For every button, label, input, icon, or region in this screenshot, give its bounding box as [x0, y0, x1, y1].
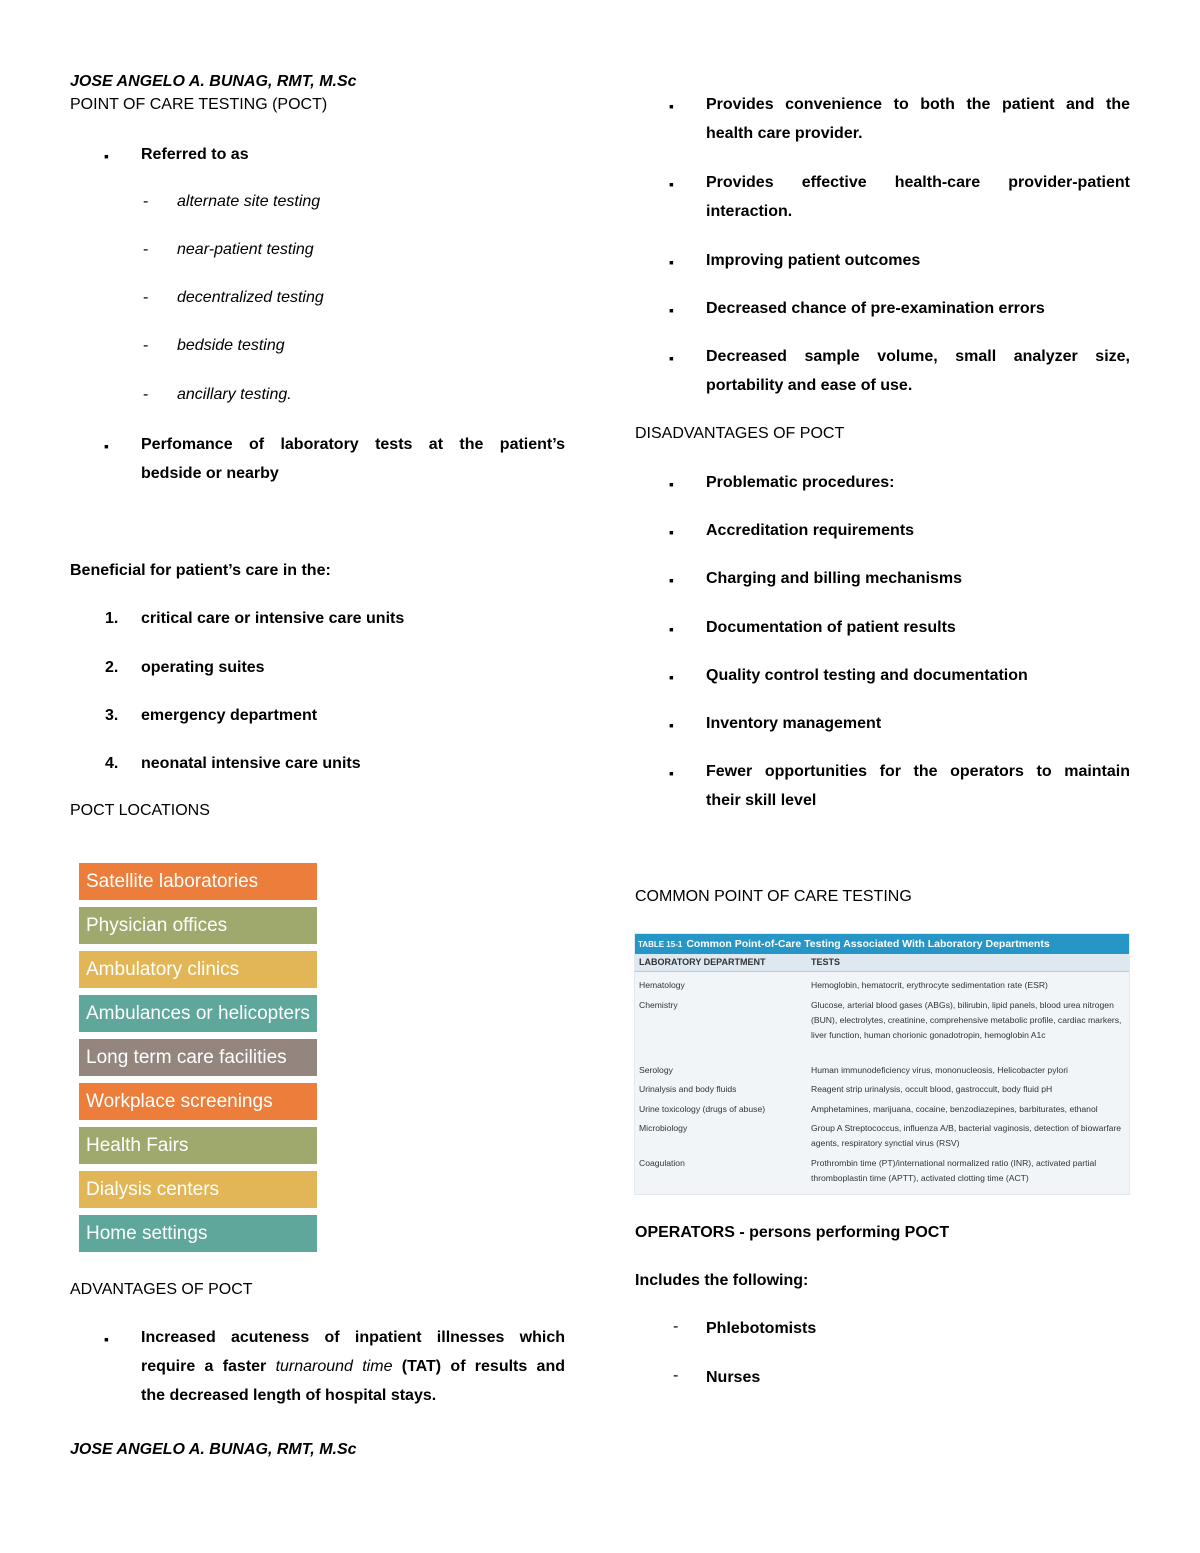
disadvantages-heading: DISADVANTAGES OF POCT: [635, 425, 845, 442]
referred-item: ancillary testing.: [177, 386, 292, 403]
bullet-icon: ▪: [669, 717, 674, 733]
bullet-icon: ▪: [669, 350, 674, 366]
referred-item: alternate site testing: [177, 193, 321, 210]
advantage-1-line-1: Increased acuteness of inpatient illnesses which: [141, 1329, 565, 1346]
table-cell-tests: Group A Streptococcus, influenza A/B, bacterial vaginosis, detection of biowarfare agents, respiratory synctial virus (RSV): [811, 1123, 1122, 1148]
table-title-bar: [635, 934, 1129, 954]
list-number: 2.: [105, 659, 119, 676]
table-cell-tests: Prothrombin time (PT)/international normalized ratio (INR), activated partial thromboplastin time (APTT), activated clotting time (ACT): [811, 1158, 1097, 1183]
table-tag: TABLE 15-1: [638, 940, 683, 949]
advantage-3-line-1: Provides effective health-care provider-patient: [706, 174, 1130, 191]
advantage-5: Decreased chance of pre-examination errors: [706, 300, 1045, 317]
advantage-2-line-1: Provides convenience to both the patient and the: [706, 96, 1130, 113]
location-box: Dialysis centers: [79, 1171, 317, 1208]
advantage-6-line-2: portability and ease of use.: [706, 377, 913, 394]
disadvantage-item: Problematic procedures:: [706, 474, 895, 491]
table-header: [635, 954, 1129, 972]
table-cell-tests: Human immunodeficiency virus, mononucleosis, Helicobacter pylori: [811, 1065, 1068, 1075]
list-number: 3.: [105, 707, 119, 724]
location-box: Long term care facilities: [79, 1039, 317, 1076]
disadvantage-item: Charging and billing mechanisms: [706, 570, 963, 587]
poct-table: [634, 933, 1130, 1195]
beneficial-item: operating suites: [141, 659, 265, 676]
col-header-dept: LABORATORY DEPARTMENT: [639, 957, 766, 967]
list-number: 4.: [105, 755, 119, 772]
performance-line-1: Perfomance of laboratory tests at the patient’s: [141, 436, 565, 453]
disadvantage-item: Documentation of patient results: [706, 619, 956, 636]
bullet-icon: ▪: [669, 98, 674, 114]
dash-icon: -: [143, 289, 149, 306]
table-cell-tests: Hemoglobin, hematocrit, erythrocyte sedimentation rate (ESR): [811, 980, 1048, 990]
operators-heading: OPERATORS - persons performing POCT: [635, 1224, 950, 1241]
advantage-1-text: require a faster: [141, 1358, 276, 1375]
locations-heading: POCT LOCATIONS: [70, 802, 210, 819]
referred-label: Referred to as: [141, 146, 249, 163]
disadvantage-7-line-1: Fewer opportunities for the operators to maintain: [706, 763, 1130, 780]
table-cell-dept: Serology: [639, 1065, 673, 1075]
bullet-icon: ▪: [669, 524, 674, 540]
advantage-4: Improving patient outcomes: [706, 252, 921, 269]
location-box: Workplace screenings: [79, 1083, 317, 1120]
advantages-heading: ADVANTAGES OF POCT: [70, 1281, 253, 1298]
bullet-icon: ▪: [669, 669, 674, 685]
advantage-1-text: (TAT) of results and: [392, 1358, 565, 1375]
bullet-icon: ▪: [104, 438, 109, 454]
bullet-icon: ▪: [104, 148, 109, 164]
location-box: Ambulances or helicopters: [79, 995, 317, 1032]
location-box: Health Fairs: [79, 1127, 317, 1164]
beneficial-item: critical care or intensive care units: [141, 610, 405, 627]
table-cell-tests: Reagent strip urinalysis, occult blood, gastroccult, body fluid pH: [811, 1084, 1053, 1094]
beneficial-item: emergency department: [141, 707, 318, 724]
beneficial-heading: Beneficial for patient’s care in the:: [70, 562, 331, 579]
advantage-3-line-2: interaction.: [706, 203, 793, 220]
table-title: Common Point-of-Care Testing Associated With Laboratory Departments: [686, 938, 1050, 950]
table-cell-dept: Hematology: [639, 980, 685, 990]
table-cell-tests: Amphetamines, marijuana, cocaine, benzodiazepines, barbiturates, ethanol: [811, 1104, 1098, 1114]
dash-icon: -: [143, 193, 149, 210]
bullet-icon: ▪: [669, 621, 674, 637]
author-header: JOSE ANGELO A. BUNAG, RMT, M.Sc: [70, 73, 357, 90]
bullet-icon: ▪: [669, 572, 674, 588]
advantage-1-line-3: the decreased length of hospital stays.: [141, 1387, 437, 1404]
disadvantage-7-line-2: their skill level: [706, 792, 817, 809]
table-cell-dept: Microbiology: [639, 1123, 688, 1133]
advantage-1-line-2: [141, 1352, 565, 1381]
tat-term: turnaround time: [275, 1358, 393, 1375]
common-poct-heading: COMMON POINT OF CARE TESTING: [635, 888, 912, 905]
advantage-6-line-1: Decreased sample volume, small analyzer size,: [706, 348, 1130, 365]
dash-icon: -: [143, 241, 149, 258]
table-cell-dept: Chemistry: [639, 1000, 678, 1010]
bullet-icon: ▪: [669, 302, 674, 318]
list-number: 1.: [105, 610, 119, 627]
referred-item: decentralized testing: [177, 289, 324, 306]
author-footer: JOSE ANGELO A. BUNAG, RMT, M.Sc: [70, 1441, 357, 1458]
table-cell-tests: Glucose, arterial blood gases (ABGs), bilirubin, lipid panels, blood urea nitrogen (BUN), electrolytes, creatinine, comprehensive metabolic profile, cardiac markers, liver function, human chorionic gonadotropin, hemoglobin A1c: [811, 1000, 1122, 1040]
bullet-icon: ▪: [669, 765, 674, 781]
dash-icon: -: [143, 337, 149, 354]
disadvantage-item: Quality control testing and documentation: [706, 667, 1028, 684]
bullet-icon: ▪: [104, 1331, 109, 1347]
page-title: POINT OF CARE TESTING (POCT): [70, 96, 328, 113]
dash-icon: -: [673, 1367, 679, 1384]
includes-label: Includes the following:: [635, 1272, 809, 1289]
table-cell-dept: Urinalysis and body fluids: [639, 1084, 737, 1094]
advantage-2-line-2: health care provider.: [706, 125, 863, 142]
operator-item: Phlebotomists: [706, 1320, 817, 1337]
location-box: Satellite laboratories: [79, 863, 317, 900]
beneficial-item: neonatal intensive care units: [141, 755, 361, 772]
operator-item: Nurses: [706, 1369, 761, 1386]
performance-line-2: bedside or nearby: [141, 465, 279, 482]
disadvantage-item: Inventory management: [706, 715, 882, 732]
table-cell-dept: Coagulation: [639, 1158, 685, 1168]
table-cell-dept: Urine toxicology (drugs of abuse): [639, 1104, 766, 1114]
bullet-icon: ▪: [669, 176, 674, 192]
referred-item: bedside testing: [177, 337, 285, 354]
dash-icon: -: [673, 1318, 679, 1335]
referred-item: near-patient testing: [177, 241, 314, 258]
location-box: Home settings: [79, 1215, 317, 1252]
col-header-tests: TESTS: [811, 957, 841, 967]
disadvantage-item: Accreditation requirements: [706, 522, 915, 539]
dash-icon: -: [143, 386, 149, 403]
location-box: Physician offices: [79, 907, 317, 944]
location-box: Ambulatory clinics: [79, 951, 317, 988]
bullet-icon: ▪: [669, 476, 674, 492]
bullet-icon: ▪: [669, 254, 674, 270]
